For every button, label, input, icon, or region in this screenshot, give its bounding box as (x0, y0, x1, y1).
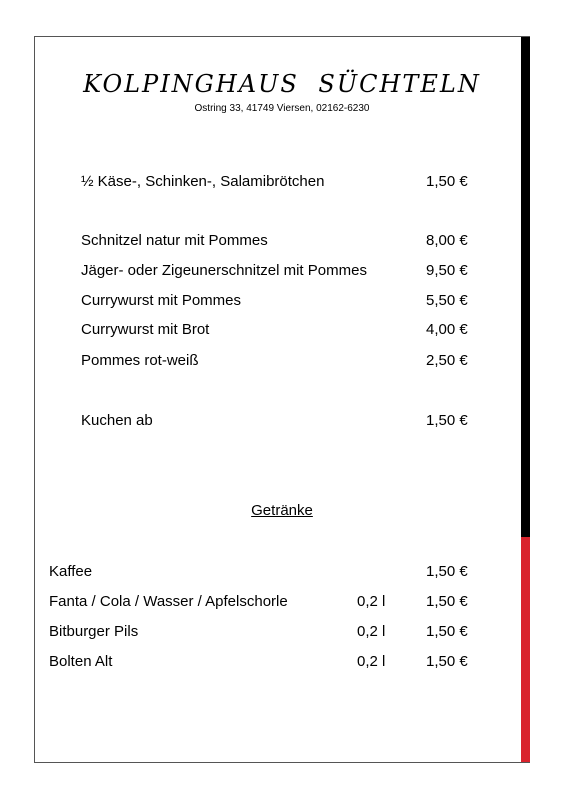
drink-price: 1,50 € (426, 563, 468, 580)
drink-name: Fanta / Cola / Wasser / Apfelschorle (49, 593, 288, 610)
item-name: Currywurst mit Brot (81, 321, 210, 338)
item-name: Currywurst mit Pommes (81, 292, 242, 309)
item-name: ½ Käse-, Schinken-, Salamibrötchen (81, 173, 325, 190)
address-line: Ostring 33, 41749 Viersen, 02162-6230 (194, 103, 370, 114)
item-price: 2,50 € (426, 352, 468, 369)
item-price: 1,50 € (426, 412, 468, 429)
drink-volume: 0,2 l (357, 593, 386, 610)
drink-name: Bitburger Pils (49, 623, 139, 640)
item-price: 8,00 € (426, 232, 468, 249)
item-price: 5,50 € (426, 292, 468, 309)
drink-volume: 0,2 l (357, 653, 386, 670)
drink-price: 1,50 € (426, 623, 468, 640)
item-price: 4,00 € (426, 321, 468, 338)
item-name: Kuchen ab (81, 412, 153, 429)
drink-price: 1,50 € (426, 593, 468, 610)
item-name: Pommes rot-weiß (81, 352, 199, 369)
decorative-bar-red (521, 537, 530, 762)
item-price: 9,50 € (426, 262, 468, 279)
item-name: Jäger- oder Zigeunerschnitzel mit Pommes (81, 262, 367, 279)
page-title: KOLPINGHAUS SÜCHTELN (83, 70, 481, 98)
drink-name: Kaffee (49, 563, 93, 580)
drink-name: Bolten Alt (49, 653, 113, 670)
item-name: Schnitzel natur mit Pommes (81, 232, 268, 249)
drinks-heading: Getränke (251, 502, 313, 519)
drink-volume: 0,2 l (357, 623, 386, 640)
item-price: 1,50 € (426, 173, 468, 190)
drink-price: 1,50 € (426, 653, 468, 670)
